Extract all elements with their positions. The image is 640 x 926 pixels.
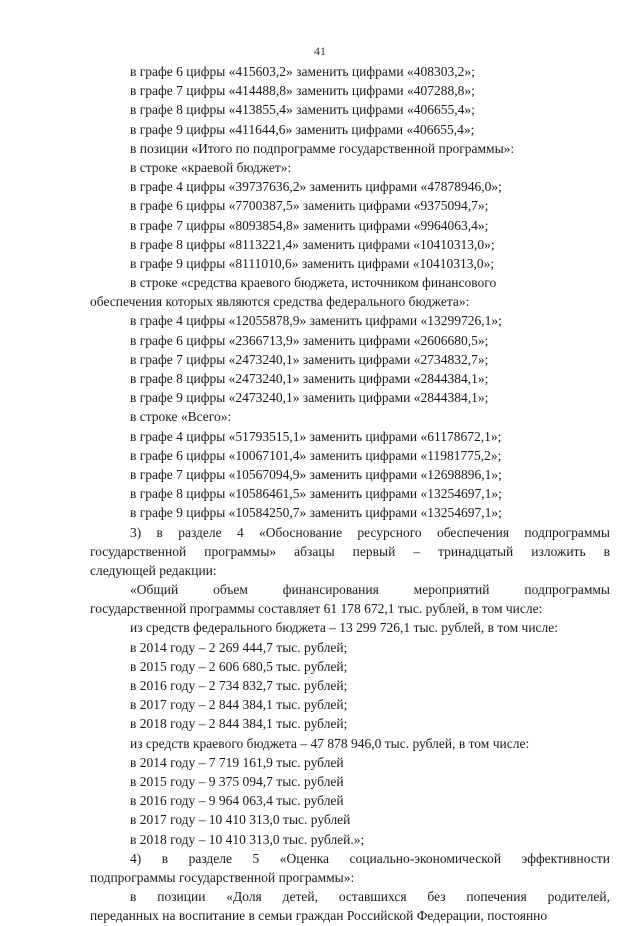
text-line: в графе 8 цифры «8113221,4» заменить цифрами «10410313,0»; bbox=[130, 236, 495, 252]
text-line: в графе 7 цифры «10567094,9» заменить цифрами «12698896,1»; bbox=[130, 466, 502, 482]
text-line: в графе 4 цифры «39737636,2» заменить цифрами «47878946,0»; bbox=[130, 179, 502, 195]
text-line: в графе 9 цифры «2473240,1» заменить цифрами «2844384,1»; bbox=[130, 390, 489, 406]
text-line: в графе 9 цифры «411644,6» заменить цифрами «406655,4»; bbox=[130, 121, 475, 137]
text-line: в графе 9 цифры «8111010,6» заменить цифрами «10410313,0»; bbox=[130, 255, 495, 271]
text-line: в строке «средства краевого бюджета, источником финансового bbox=[130, 275, 497, 291]
text-line: в графе 7 цифры «414488,8» заменить цифрами «407288,8»; bbox=[130, 83, 475, 99]
text-line: в графе 7 цифры «2473240,1» заменить цифрами «2734832,7»; bbox=[130, 351, 489, 367]
text-line: из средств краевого бюджета – 47 878 946,0 тыс. рублей, в том числе: bbox=[130, 735, 530, 751]
text-line: в 2018 году – 10 410 313,0 тыс. рублей.»; bbox=[130, 831, 365, 847]
text-line: в 2014 году – 2 269 444,7 тыс. рублей; bbox=[130, 639, 348, 655]
text-line: следующей редакции: bbox=[90, 562, 217, 578]
text-line: «Общий объем финансирования мероприятий подпрограммы bbox=[130, 582, 610, 598]
text-line: в графе 6 цифры «2366713,9» заменить цифрами «2606680,5»; bbox=[130, 332, 489, 348]
text-line: в графе 6 цифры «10067101,4» заменить цифрами «11981775,2»; bbox=[130, 447, 502, 463]
text-line: 4) в разделе 5 «Оценка социально-экономической эффективности bbox=[130, 850, 610, 866]
text-line: в графе 8 цифры «413855,4» заменить цифрами «406655,4»; bbox=[130, 102, 475, 118]
text-line: в 2016 году – 2 734 832,7 тыс. рублей; bbox=[130, 678, 348, 694]
text-line: в графе 9 цифры «10584250,7» заменить цифрами «13254697,1»; bbox=[130, 505, 502, 521]
text-line: в 2018 году – 2 844 384,1 тыс. рублей; bbox=[130, 716, 348, 732]
text-line: в 2017 году – 2 844 384,1 тыс. рублей; bbox=[130, 697, 348, 713]
text-line: из средств федерального бюджета – 13 299 726,1 тыс. рублей, в том числе: bbox=[130, 620, 559, 636]
text-line: в графе 6 цифры «7700387,5» заменить цифрами «9375094,7»; bbox=[130, 198, 489, 214]
text-line: в 2016 году – 9 964 063,4 тыс. рублей bbox=[130, 793, 344, 809]
text-line: в 2015 году – 9 375 094,7 тыс. рублей bbox=[130, 773, 344, 789]
text-line: в строке «Всего»: bbox=[130, 409, 232, 425]
text-line: в графе 8 цифры «10586461,5» заменить цифрами «13254697,1»; bbox=[130, 486, 502, 502]
text-line: в 2014 году – 7 719 161,9 тыс. рублей bbox=[130, 754, 344, 770]
text-line: государственной программы» абзацы первый – тринадцатый изложить в bbox=[90, 543, 610, 559]
text-line: государственной программы составляет 61 178 672,1 тыс. рублей, в том числе: bbox=[90, 601, 543, 617]
text-line: в 2015 году – 2 606 680,5 тыс. рублей; bbox=[130, 658, 348, 674]
text-line: в графе 4 цифры «12055878,9» заменить цифрами «13299726,1»; bbox=[130, 313, 502, 329]
text-line: в позиции «Итого по подпрограмме государственной программы»: bbox=[130, 140, 515, 156]
document-body bbox=[90, 62, 610, 926]
text-line: обеспечения которых являются средства федерального бюджета»: bbox=[90, 294, 470, 310]
text-line: в позиции «Доля детей, оставшихся без попечения родителей, bbox=[130, 889, 610, 905]
text-line: переданных на воспитание в семьи граждан Российской Федерации, постоянно bbox=[90, 908, 548, 924]
text-line: в графе 6 цифры «415603,2» заменить цифрами «408303,2»; bbox=[130, 64, 475, 79]
text-line: в графе 8 цифры «2473240,1» заменить цифрами «2844384,1»; bbox=[130, 371, 489, 386]
text-line: в строке «краевой бюджет»: bbox=[130, 159, 292, 175]
text-line: в графе 7 цифры «8093854,8» заменить цифрами «9964063,4»; bbox=[130, 217, 489, 233]
text-line: подпрограммы государственной программы»: bbox=[90, 869, 355, 885]
text-line: в 2017 году – 10 410 313,0 тыс. рублей bbox=[130, 812, 351, 828]
text-line: 3) в разделе 4 «Обоснование ресурсного обеспечения подпрограммы bbox=[130, 524, 610, 540]
text-line: в графе 4 цифры «51793515,1» заменить цифрами «61178672,1»; bbox=[130, 428, 502, 444]
page-number: 41 bbox=[314, 44, 326, 58]
